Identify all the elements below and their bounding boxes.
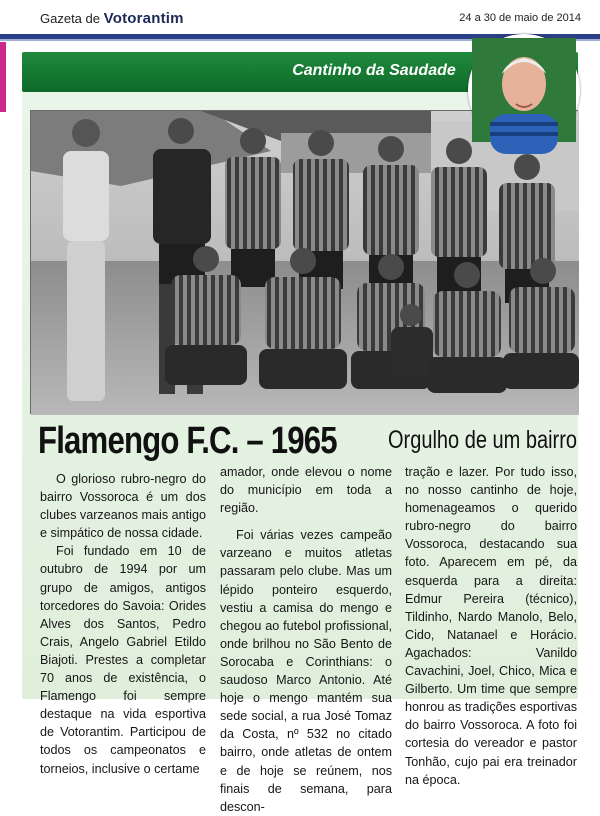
article-subhead: Orgulho de um bairro: [388, 426, 577, 454]
masthead-prefix: Gazeta de: [40, 11, 100, 26]
article-paragraph-continued: tração e lazer. Por tudo isso, no nosso cantinho de hoje, homenageamos o querido rubro-negro do bairro Vossoroca, destacando sua foto. Aparecem em pé, da esquerda para a direita: Edmur Pereira (técnico), Tildinho, Nardo Manolo, Belo, Cido, Natanael e Horácio. Agachados: Vanildo Cavachini, Joel, Chico, Mica e Gilberto. Um time que sempre honrou as tradições esportivas do bairro Vossoroca. A foto foi cortesia do vereador e pastor Tonhão, cujo pai era treinador na época.: [405, 465, 577, 787]
columnist-portrait: [468, 34, 580, 146]
issue-date: 24 a 30 de maio de 2014: [459, 12, 581, 24]
page-edge-accent: [0, 42, 6, 112]
article-column-2: [220, 463, 392, 816]
portrait-illustration: [472, 38, 576, 142]
article-paragraph-continued: amador, onde elevou o nome do município em toda a região.: [220, 465, 392, 516]
article-column-1: [40, 470, 206, 778]
article-headline: Flamengo F.C. – 1965: [38, 420, 337, 462]
masthead: [40, 10, 184, 27]
masthead-brand: Votorantim: [103, 10, 184, 27]
article-paragraph: O glorioso rubro-negro do bairro Vossoroca é um dos clubes varzeanos mais antigo e simpático de nossa cidade.: [40, 472, 206, 541]
page-header: [0, 0, 600, 34]
article-column-3: [405, 463, 577, 789]
team-photo-illustration: [31, 111, 579, 415]
article-paragraph: Foi fundado em 10 de outubro de 1994 por um grupo de amigos, antigos torcedores do Savoia: Orides Alves dos Santos, Pedro Crais, Angelo Gabriel Etildo Biajoti. Prestes a completar 70 anos de existência, o Flamengo foi sempre destaque na vida esportiva de Votorantim. Participou de todos os campeonatos e torneios, inclusive o certame: [40, 544, 206, 776]
article-paragraph: Foi várias vezes campeão varzeano e muitos atletas passaram pelo clube. Mas um lépido ponteiro esquerdo, vestiu a camisa do mengo e chegou ao futebol profissional, onde brilhou no São Bento de Sorocaba e Corinthians: o saudoso Marco Antonio. Até hoje o mengo mantém sua sede social, a rua José Tomaz da Costa, nº 532 no citado bairro, onde atletas de ontem e de hoje se reúnem, nos finais de semana, para descon-: [220, 528, 392, 814]
section-title: Cantinho da Saudade: [292, 62, 456, 79]
team-photo: [30, 110, 578, 414]
